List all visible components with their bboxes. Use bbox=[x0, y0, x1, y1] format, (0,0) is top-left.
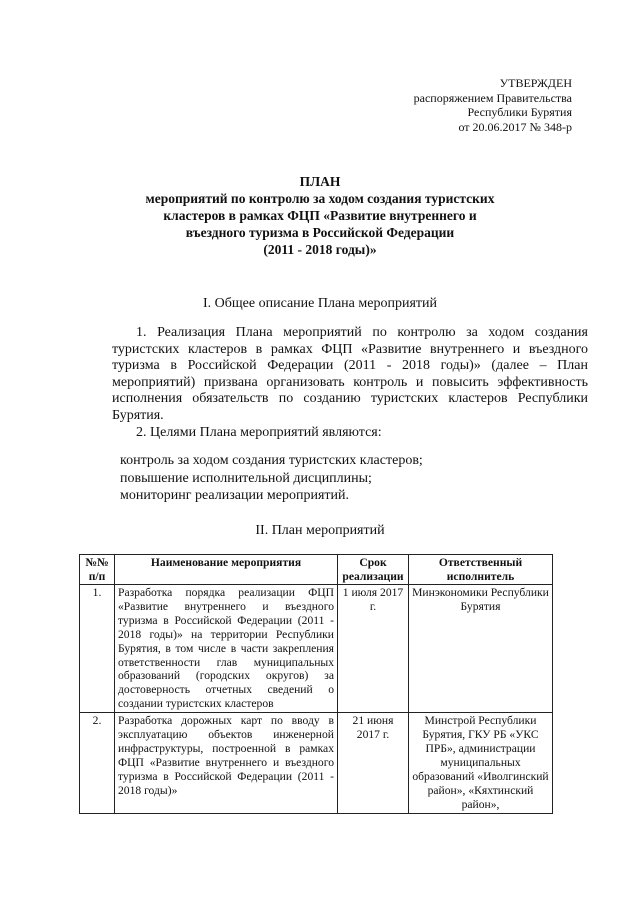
approval-line: Республики Бурятия bbox=[467, 105, 572, 119]
section-2-heading: II. План мероприятий bbox=[255, 523, 385, 538]
header-num: №№ п/п bbox=[80, 555, 115, 585]
approval-line: УТВЕРЖДЕН bbox=[499, 76, 572, 90]
header-term: Срок реализации bbox=[338, 555, 409, 585]
row-resp: Минэкономики Республики Бурятия bbox=[409, 585, 553, 713]
goals-list bbox=[120, 452, 423, 505]
header-name: Наименование мероприятия bbox=[115, 555, 338, 585]
row-resp: Минстрой Республики Бурятия, ГКУ РБ «УКС ПРБ», администрации муниципальных образований «Иволгинский район», «Кяхтинский район», bbox=[409, 713, 553, 813]
row-name: Разработка порядка реализации ФЦП «Развитие внутреннего и въездного туризма в Российской Федерации (2011 - 2018 годы)» на территории Республики Бурятия, в том числе в части закрепления ответственности глав муниципальных образований (городских округов) за достоверность отчетных сведений о создании туристских кластеров bbox=[115, 585, 338, 713]
paragraph-2: 2. Целями Плана мероприятий являются: bbox=[136, 424, 382, 440]
approval-line: от 20.06.2017 № 348-р bbox=[458, 119, 572, 134]
section-1-heading: I. Общее описание Плана мероприятий bbox=[202, 296, 437, 311]
title-line: (2011 - 2018 годы)» bbox=[263, 242, 377, 257]
title-line: кластеров в рамках ФЦП «Развитие внутреннего и bbox=[163, 208, 477, 223]
row-term: 1 июля 2017 г. bbox=[338, 585, 409, 713]
goal-item: мониторинг реализации мероприятий. bbox=[120, 488, 350, 503]
table-header-row bbox=[80, 555, 553, 585]
row-term: 21 июня 2017 г. bbox=[338, 713, 409, 813]
title-line: мероприятий по контролю за ходом создания туристских bbox=[145, 191, 495, 206]
goal-item: контроль за ходом создания туристских кластеров; bbox=[120, 453, 423, 468]
title-line: въездного туризма в Российской Федерации bbox=[185, 225, 455, 240]
row-name: Разработка дорожных карт по вводу в эксплуатацию объектов инженерной инфраструктуры, построенной в рамках ФЦП «Развитие внутреннего и въездного туризма в Российской Федерации (2011 - 2018 годы)» bbox=[115, 713, 338, 813]
approval-line: распоряжением Правительства bbox=[413, 90, 572, 105]
table-row bbox=[80, 585, 553, 713]
header-resp: Ответственный исполнитель bbox=[409, 555, 553, 585]
title-line: ПЛАН bbox=[299, 174, 341, 189]
plan-table bbox=[79, 554, 553, 814]
document-title bbox=[0, 173, 640, 258]
row-num: 2. bbox=[80, 713, 115, 813]
goal-item: повышение исполнительной дисциплины; bbox=[120, 470, 372, 486]
section-1-body bbox=[112, 325, 588, 441]
approval-stamp bbox=[414, 76, 572, 134]
table-row bbox=[80, 713, 553, 813]
row-num: 1. bbox=[80, 585, 115, 713]
paragraph-1: 1. Реализация Плана мероприятий по контролю за ходом создания туристских кластеров в рамках ФЦП «Развитие внутреннего и въездного туризма в Российской Федерации (2011 - 2018 годы)» (далее – План мероприятий) призвана организовать контроль и повысить эффективность исполнения обязательств по созданию туристских кластеров Республики Бурятия. bbox=[112, 325, 588, 423]
